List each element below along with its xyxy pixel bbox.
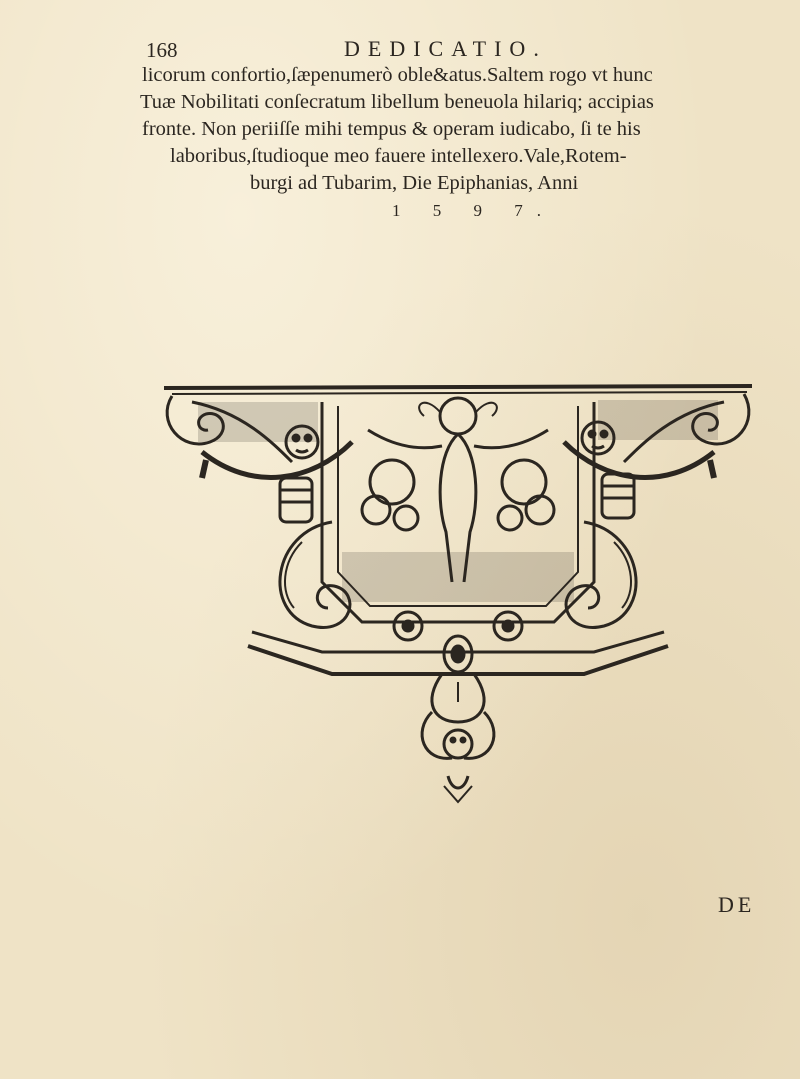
dedication-text <box>140 62 780 224</box>
text-line: burgi ad Tubarim, Die Epiphanias, Anni <box>250 172 579 194</box>
text-line: Tuæ Nobilitati conſecratum libellum beneuola hilariq; accipias <box>140 91 654 113</box>
woodcut-ornament-icon <box>162 382 754 814</box>
page-number: 168 <box>146 38 178 62</box>
running-head: DEDICATIO. <box>344 36 547 61</box>
text-line: licorum confortio,ſæpenumerò oble&atus.Saltem rogo vt hunc <box>142 64 653 86</box>
catchword: DE <box>718 892 756 917</box>
text-line: laboribus,ſtudioque meo fauere intellexero.Vale,Rotem- <box>170 145 627 167</box>
text-line: fronte. Non periiſſe mihi tempus & operam iudicabo, ſi te his <box>142 118 641 140</box>
year-line: 1 5 9 7. <box>392 201 555 220</box>
